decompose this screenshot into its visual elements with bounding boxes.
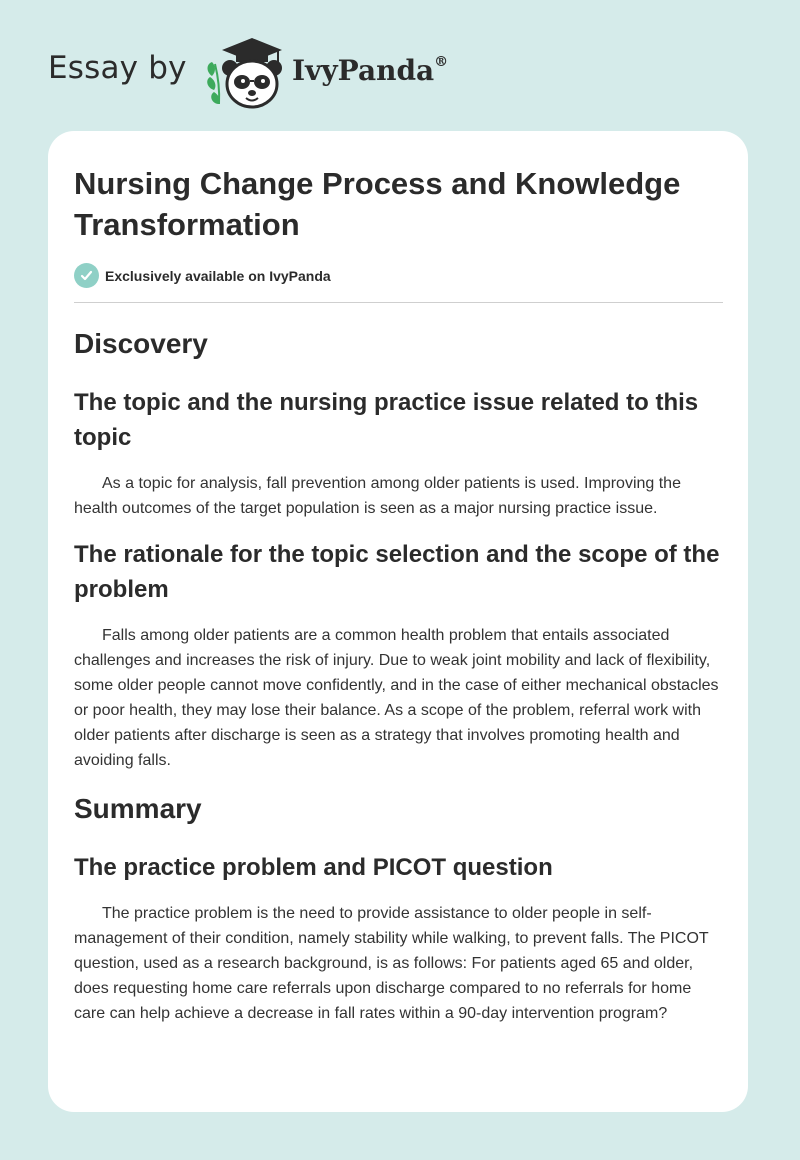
ivypanda-logo-icon [202, 34, 288, 110]
exclusive-badge [74, 263, 331, 288]
subsection-heading-rationale: The rationale for the topic selection and the scope of the problem [74, 541, 720, 603]
essay-title: Nursing Change Process and Knowledge Transformation [74, 166, 681, 242]
section-heading-summary: Summary [74, 793, 202, 824]
paragraph-topic: As a topic for analysis, fall prevention among older patients is used. Improving the health outcomes of the target population is seen as a major nursing practice issue. [74, 475, 681, 517]
title-divider [74, 302, 723, 303]
brand-name: IvyPanda® [292, 53, 449, 87]
exclusive-label: Exclusively available on IvyPanda [105, 267, 331, 284]
registered-mark: ® [434, 53, 449, 70]
section-heading-discovery: Discovery [74, 328, 208, 359]
paragraph-picot: The practice problem is the need to provide assistance to older people in self-management of their condition, namely stability while walking, to prevent falls. The PICOT question, used as a research background, is as follows: For patients aged 65 and older, does requesting home care referrals upon discharge compared to no referrals for home care can help achieve a decrease in fall rates within a 90-day intervention program? [74, 905, 709, 1022]
subsection-heading-picot: The practice problem and PICOT question [74, 854, 553, 881]
checkmark-icon [74, 263, 99, 288]
essay-card [48, 131, 748, 1112]
paragraph-rationale: Falls among older patients are a common health problem that entails associated challenges and increases the risk of injury. Due to weak joint mobility and lack of flexibility, some older people cannot move confidently, and in the case of either mechanical obstacles or poor health, they may lose their balance. As a scope of the problem, referral work with older patients after discharge is seen as a strategy that involves promoting health and avoiding falls. [74, 627, 719, 769]
essay-by-label: Essay by [48, 50, 187, 86]
site-header [48, 32, 508, 112]
subsection-heading-topic: The topic and the nursing practice issue related to this topic [74, 389, 699, 451]
